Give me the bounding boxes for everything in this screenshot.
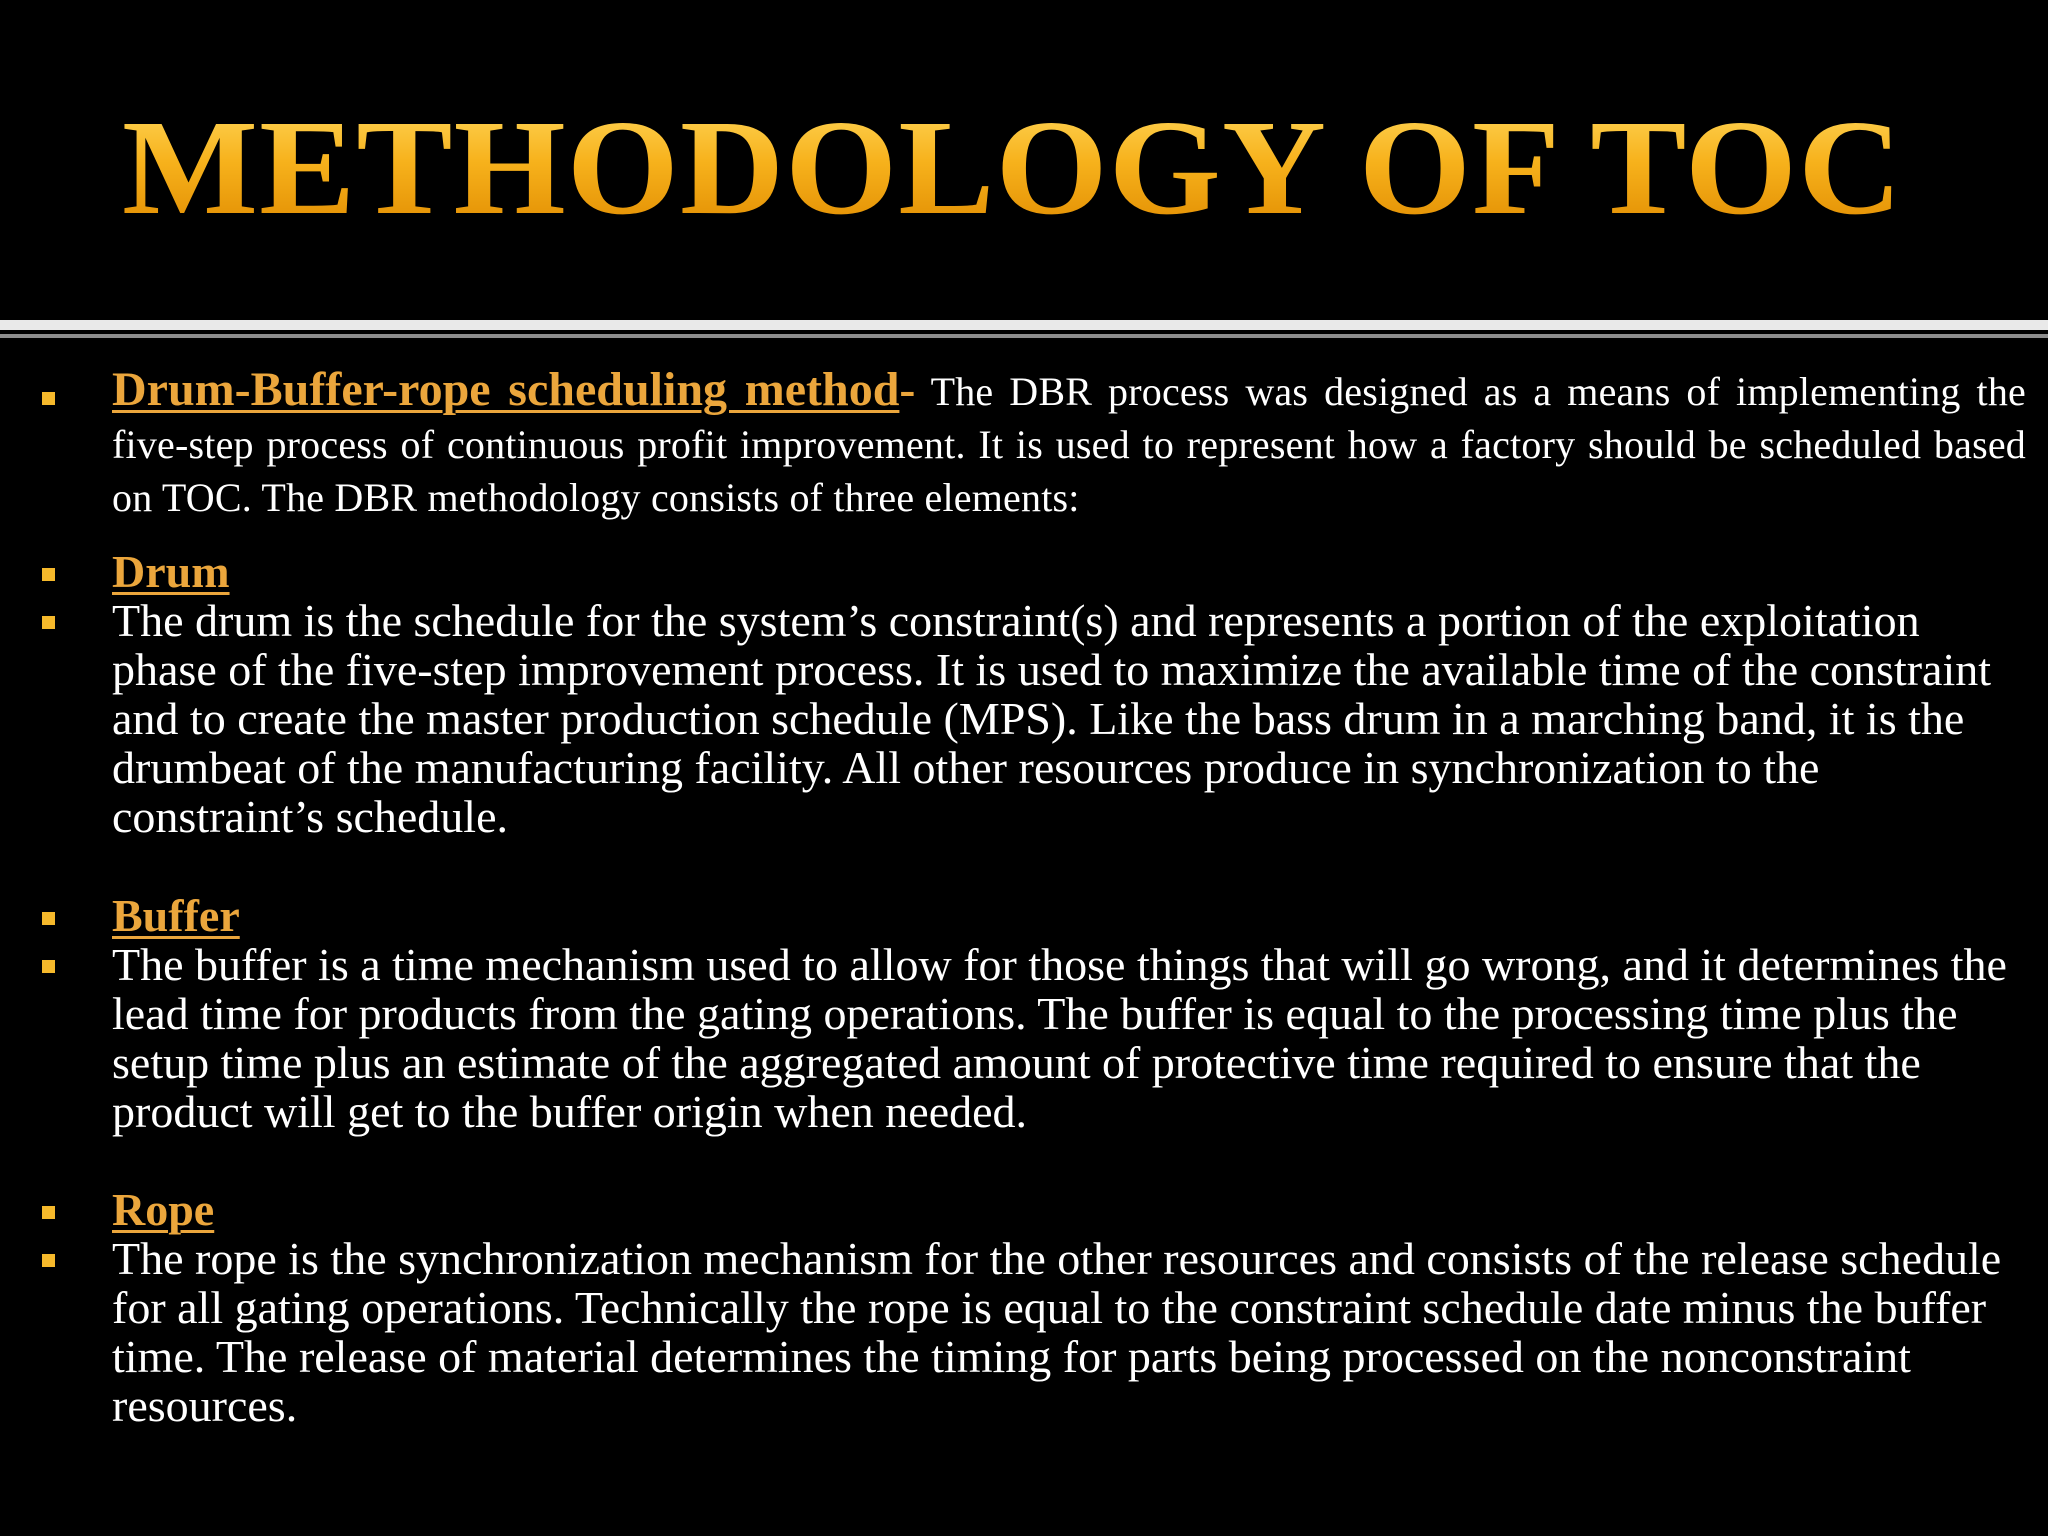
drum-body: The drum is the schedule for the system’s constraint(s) and represents a portion of the exploitation phase of the five-step improvement process. It is used to maximize the available time of the constraint and to create the master production schedule (MPS). Like the bass drum in a marching band, it is the drumbeat of the manufacturing facility. All other resources produce in synchronization to the constraint’s schedule. [112,595,1992,842]
square-bullet-icon [42,568,55,581]
buffer-heading: Buffer [112,890,240,941]
title-band [0,0,2048,318]
buffer-heading-row [112,890,2028,942]
square-bullet-icon [42,392,55,405]
slide-title: METHODOLOGY OF TOC [122,93,1904,243]
square-bullet-icon [42,1206,55,1219]
drum-heading: Drum [112,546,230,597]
square-bullet-icon [42,1254,55,1267]
intro-dash: - [899,363,916,416]
intro-paragraph [112,363,2026,529]
rope-heading: Rope [112,1184,215,1235]
rope-heading-row [112,1184,2028,1236]
title-divider-secondary [0,334,2048,338]
drum-heading-row [112,546,2028,598]
square-bullet-icon [42,960,55,973]
square-bullet-icon [42,912,55,925]
buffer-body: The buffer is a time mechanism used to allow for those things that will go wrong, and it determines the lead time for products from the gating operations. The buffer is equal to the processing time plus the setup time plus an estimate of the aggregated amount of protective time required to ensure that the product will get to the buffer origin when needed. [112,939,2007,1137]
title-divider-primary [0,320,2048,330]
square-bullet-icon [42,616,55,629]
intro-heading: Drum-Buffer-rope scheduling method [112,363,900,416]
intro-body: The DBR process was designed as a means of implementing the five-step process of continuous profit improvement. It is used to represent how a factory should be scheduled based on TOC. The DBR methodology consists of three elements: [112,369,2026,520]
rope-body: The rope is the synchronization mechanism for the other resources and consists of the release schedule for all gating operations. Technically the rope is equal to the constraint schedule date minus the buffer time. The release of material determines the timing for parts being processed on the nonconstraint resources. [112,1233,2002,1431]
